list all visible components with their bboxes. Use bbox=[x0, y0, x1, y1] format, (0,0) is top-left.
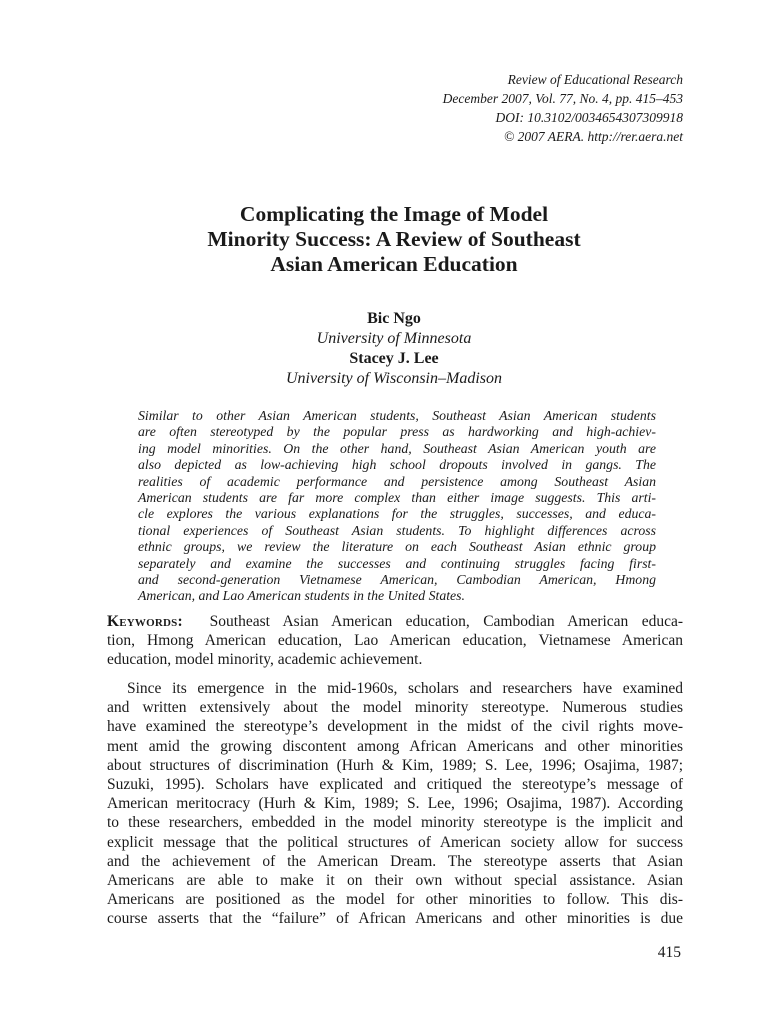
issue-info: December 2007, Vol. 77, No. 4, pp. 415–453 bbox=[442, 91, 683, 106]
author-block bbox=[104, 309, 684, 389]
abstract-line: ing model minorities. On the other hand, Southeast Asian American youth are bbox=[138, 440, 656, 456]
author-affiliation: University of Minnesota bbox=[316, 330, 472, 347]
keywords-block bbox=[107, 612, 683, 669]
keywords-line: tion, Hmong American education, Lao American education, Vietnamese American bbox=[107, 632, 683, 649]
abstract-line: separately and examine the successes and continuing struggles facing first- bbox=[138, 555, 656, 571]
page-number: 415 bbox=[657, 944, 681, 961]
abstract bbox=[138, 408, 656, 605]
abstract-line: are often stereotyped by the popular press as hardworking and high-achiev- bbox=[138, 424, 656, 440]
keywords-label: Keywords: bbox=[107, 613, 183, 630]
body-paragraph bbox=[107, 679, 683, 929]
body-line: American meritocracy (Hurh & Kim, 1989; S. Lee, 1996; Osajima, 1987). According bbox=[107, 795, 683, 813]
body-line: Suzuki, 1995). Scholars have explicated and critiqued the stereotype’s message of bbox=[107, 776, 683, 794]
journal-header bbox=[263, 70, 683, 146]
title-line: Asian American Education bbox=[270, 252, 518, 276]
abstract-line: ethnic groups, we review the literature on each Southeast Asian ethnic group bbox=[138, 539, 656, 555]
keywords-line: education, model minority, academic achievement. bbox=[107, 651, 423, 668]
author-affiliation: University of Wisconsin–Madison bbox=[286, 370, 502, 387]
body-line: Since its emergence in the mid-1960s, scholars and researchers have examined bbox=[127, 680, 683, 697]
abstract-line: American students are far more complex than either image suggests. This arti- bbox=[138, 490, 656, 506]
body-line: to these researchers, embedded in the model minority stereotype is the implicit and bbox=[107, 814, 683, 832]
author-name: Stacey J. Lee bbox=[349, 350, 439, 367]
body-line: about structures of discrimination (Hurh & Kim, 1989; S. Lee, 1996; Osajima, 1987; bbox=[107, 756, 683, 774]
abstract-line: and second-generation Vietnamese American, Cambodian American, Hmong bbox=[138, 572, 656, 588]
body-line: explicit message that the political structures of American society allow for success bbox=[107, 833, 683, 851]
author-name: Bic Ngo bbox=[367, 310, 421, 327]
keywords-text: Southeast Asian American education, Cambodian American educa- bbox=[209, 613, 683, 630]
body-line: Americans are positioned as the model for other minorities to follow. This dis- bbox=[107, 891, 683, 909]
article-title bbox=[104, 202, 684, 277]
abstract-line: American, and Lao American students in the United States. bbox=[138, 588, 466, 604]
title-line: Minority Success: A Review of Southeast bbox=[207, 227, 581, 251]
keywords-line bbox=[107, 612, 683, 631]
abstract-line: cle explores the various explanations for the struggles, successes, and educa- bbox=[138, 506, 656, 522]
body-line: Americans are able to make it on their own without special assistance. Asian bbox=[107, 872, 683, 890]
abstract-line: Similar to other Asian American students, Southeast Asian American students bbox=[138, 408, 656, 423]
body-line: ment amid the growing discontent among African Americans and other minorities bbox=[107, 737, 683, 755]
copyright: © 2007 AERA. http://rer.aera.net bbox=[504, 129, 683, 144]
body-line: course asserts that the “failure” of African Americans and other minorities is due bbox=[107, 910, 683, 928]
abstract-line: also depicted as low-achieving high school dropouts involved in gangs. The bbox=[138, 457, 656, 473]
body-line: and the achievement of the American Dream. The stereotype asserts that Asian bbox=[107, 852, 683, 870]
title-line: Complicating the Image of Model bbox=[239, 202, 549, 226]
journal-name: Review of Educational Research bbox=[507, 72, 683, 87]
abstract-line: realities of academic performance and persistence among Southeast Asian bbox=[138, 473, 656, 489]
doi: DOI: 10.3102/0034654307309918 bbox=[495, 110, 683, 125]
abstract-line: tional experiences of Southeast Asian students. To highlight differences across bbox=[138, 522, 656, 538]
body-line: and written extensively about the model minority stereotype. Numerous studies bbox=[107, 699, 683, 717]
body-line: have examined the stereotype’s development in the midst of the civil rights move- bbox=[107, 718, 683, 736]
